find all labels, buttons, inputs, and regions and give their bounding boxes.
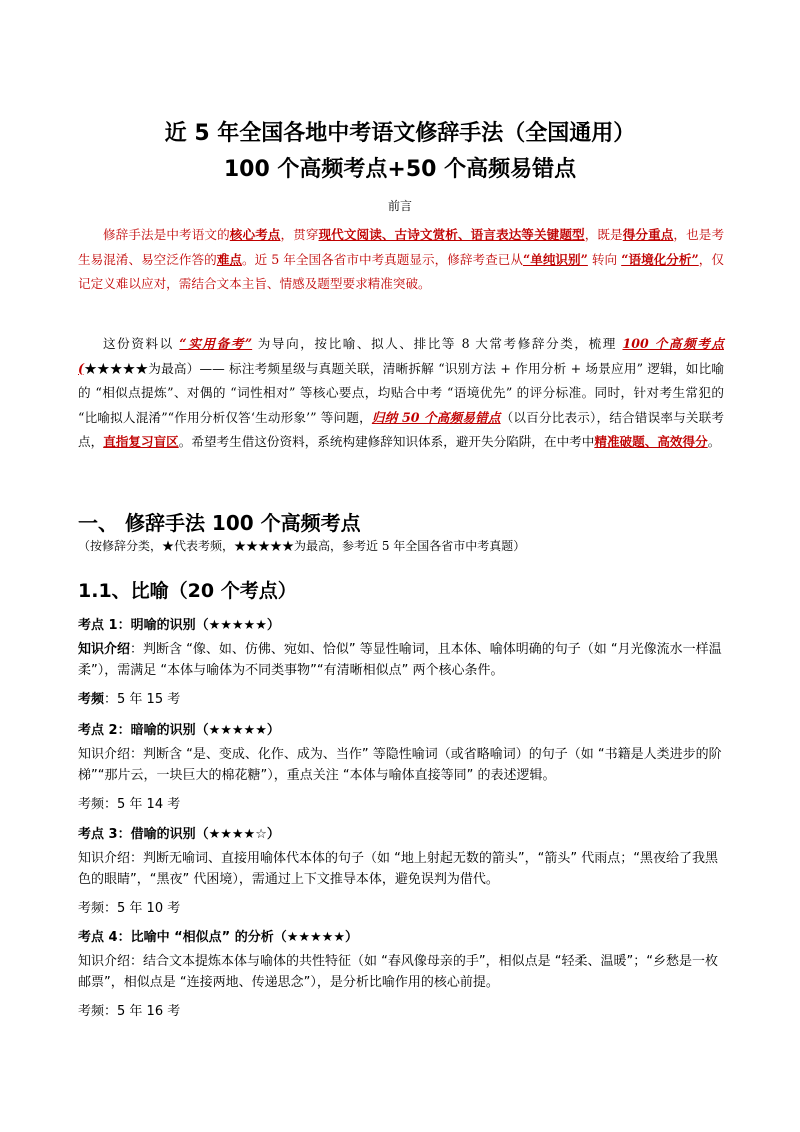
point-3-intro — [78, 848, 724, 890]
text: 为导向，按比喻、拟人、排比等 8 大常考修辞分类，梳理 — [252, 336, 623, 351]
freq-text: ：5 年 10 考 — [104, 901, 181, 916]
point-1-title: 考点 1：明喻的识别（★★★★★） — [78, 618, 280, 633]
point-2-intro — [78, 744, 724, 786]
highlight: 现代文阅读、古诗文赏析、语言表达等关键题型 — [318, 227, 585, 242]
highlight: 精准破题、高效得分 — [594, 434, 708, 449]
freq-label: 考频 — [78, 797, 105, 812]
highlight: 得分重点 — [622, 227, 674, 242]
intro-label: 知识介绍 — [78, 747, 131, 762]
point-4-frequency — [78, 1000, 180, 1019]
text: 。近 5 年全国各省市中考真题显示，修辞考查已从 — [241, 251, 523, 267]
intro-text: ：结合文本提炼本体与喻体的共性特征（如 “春风像母亲的手”，相似点是 “轻柔、温暖”；“乡愁是一枚邮票”，相似点是 “连接两地、传递思念”），是分析比喻作用的核心前提。 — [78, 954, 718, 990]
intro-label: 知识介绍 — [78, 642, 131, 657]
text: ，仅记定义难以应对，需结合文本主旨、情感及题型要求精准突破。 — [78, 251, 724, 291]
foreword-heading: 前言 — [387, 199, 412, 213]
section-1-heading: 一、 修辞手法 100 个高频考点 — [78, 511, 361, 535]
highlight: “实用备考” — [179, 336, 253, 351]
intro-label: 知识介绍 — [78, 954, 131, 969]
point-2-title: 考点 2：暗喻的识别（★★★★★） — [78, 723, 280, 738]
foreword-paragraph-2 — [78, 332, 724, 455]
text: 这份资料以 — [103, 336, 180, 351]
intro-label: 知识介绍 — [78, 851, 131, 866]
text: ，也是考生易混淆、易空泛作答的 — [78, 227, 725, 267]
foreword-paragraph-1 — [78, 223, 724, 297]
highlight: 核心考点 — [229, 227, 281, 242]
text: ★★★★★为最高）—— 标注考频星级与真题关联，清晰拆解 “识别方法 + 作用分析 + 场景应用” 逻辑，如比喻的 “相似点提炼”、对偶的 “词性相对” 等核心要点，均贴合中考 “语境优先” 的评分标准。同时，针对考生常犯的 “比喻拟人混淆”“作用分析仅答‘生动形象’” 等问题， — [78, 360, 724, 425]
text: 。希望考生借这份资料，系统构建修辞知识体系，避开失分陷阱，在中考中 — [178, 434, 595, 449]
point-1-frequency — [78, 688, 180, 707]
freq-text: ：5 年 14 考 — [104, 797, 181, 812]
document-title-line2: 100 个高频考点+50 个高频易错点 — [223, 157, 577, 182]
freq-label: 考频 — [78, 692, 105, 707]
intro-text: ：判断含 “是、变成、化作、成为、当作” 等隐性喻词（或省略喻词）的句子（如 “书籍是人类进步的阶梯”“那片云，一块巨大的棉花糖”），重点关注 “本体与喻体直接等同” 的表述逻辑。 — [78, 747, 722, 783]
text: 修辞手法是中考语文的 — [103, 227, 230, 242]
text: 转向 — [587, 251, 622, 267]
highlight: 100 个高频考点 ( — [78, 336, 724, 376]
point-4-title: 考点 4：比喻中 “相似点” 的分析（★★★★★） — [78, 930, 358, 945]
highlight: 直指复习盲区 — [103, 434, 179, 449]
point-3-title: 考点 3：借喻的识别（★★★★☆） — [78, 827, 280, 842]
freq-label: 考频 — [78, 901, 105, 916]
point-1-intro — [78, 639, 724, 681]
freq-text: ：5 年 15 考 — [104, 692, 181, 707]
point-4-intro — [78, 951, 724, 993]
document-title-line1: 近 5 年全国各地中考语文修辞手法（全国通用） — [164, 121, 636, 146]
section-1-1-heading: 1.1、比喻（20 个考点） — [78, 580, 297, 602]
text: ，贯穿 — [280, 227, 319, 242]
highlight: “语境化分析” — [621, 251, 699, 267]
intro-text: ：判断含 “像、如、仿佛、宛如、恰似” 等显性喻词，且本体、喻体明确的句子（如 “月光像流水一样温柔”），需满足 “本体与喻体为不同类事物”“有清晰相似点” 两个核心条件。 — [78, 642, 722, 678]
highlight: 归纳 50 个高频易错点 — [371, 409, 501, 425]
point-2-frequency — [78, 793, 180, 812]
highlight: 难点 — [216, 251, 242, 267]
freq-label: 考频 — [78, 1004, 105, 1019]
section-1-note: （按修辞分类，★代表考频，★★★★★为最高，参考近 5 年全国各省市中考真题） — [78, 539, 526, 553]
text: 。 — [707, 434, 721, 449]
highlight: “单纯识别” — [522, 251, 588, 267]
point-3-frequency — [78, 897, 180, 916]
intro-text: ：判断无喻词、直接用喻体代本体的句子（如 “地上射起无数的箭头”，“箭头” 代雨点；“黑夜给了我黑色的眼睛”，“黑夜” 代困境），需通过上下文推导本体，避免误判为借代。 — [78, 851, 718, 887]
text: （以百分比表示），结合错误率与关联考点， — [78, 409, 725, 449]
text: ，既是 — [584, 227, 623, 242]
freq-text: ：5 年 16 考 — [104, 1004, 181, 1019]
